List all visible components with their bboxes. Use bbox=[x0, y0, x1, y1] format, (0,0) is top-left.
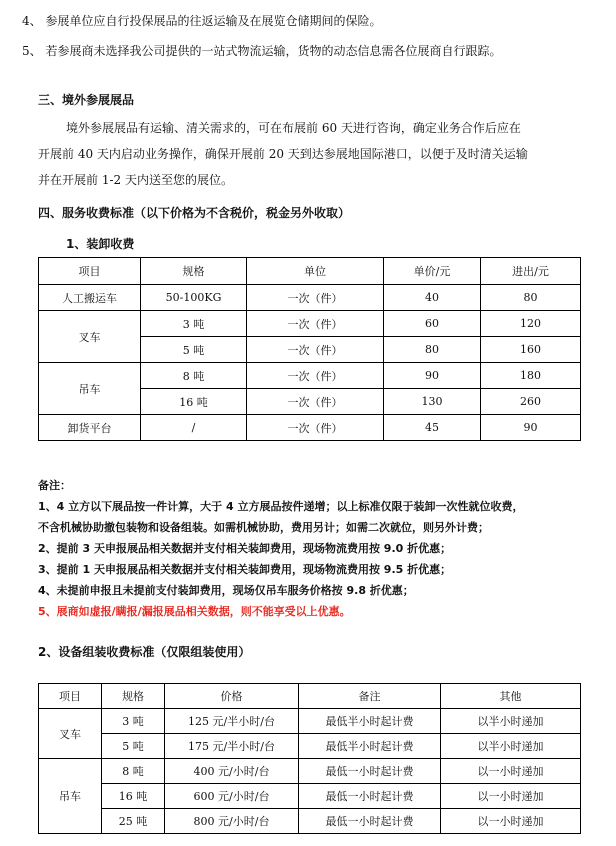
table-row bbox=[39, 415, 581, 441]
other-cell: 以一小时递加 bbox=[441, 759, 581, 784]
table-row bbox=[39, 809, 581, 834]
table-row bbox=[39, 709, 581, 734]
note-line: 不含机械协助撤包装物和设备组装。如需机械协助，费用另计；如需二次就位，则另外计费； bbox=[38, 521, 489, 534]
header-cell: 项目 bbox=[39, 258, 141, 285]
header-cell: 项目 bbox=[39, 684, 102, 709]
note-line: 1、4 立方以下展品按一件计算，大于 4 立方展品按件递增；以上标准仅限于装卸一次性就位收费， bbox=[38, 500, 524, 513]
section-3-title: 三、境外参展展品 bbox=[38, 93, 135, 107]
table-row bbox=[39, 759, 581, 784]
header-cell: 备注 bbox=[299, 684, 441, 709]
inout-cell: 160 bbox=[481, 337, 581, 363]
header-cell: 价格 bbox=[165, 684, 299, 709]
other-cell: 以一小时递加 bbox=[441, 784, 581, 809]
table-row bbox=[39, 311, 581, 337]
inout-cell: 90 bbox=[481, 415, 581, 441]
price-cell: 175 元/半小时/台 bbox=[165, 734, 299, 759]
note-line: 3、提前 1 天申报展品相关数据并支付相关装卸费用，现场物流费用按 9.5 折优惠； bbox=[38, 563, 452, 576]
table-row bbox=[39, 363, 581, 389]
note-line: 4、未提前申报且未提前支付装卸费用，现场仅吊车服务价格按 9.8 折优惠； bbox=[38, 584, 414, 597]
section-3-para-line-2: 开展前 40 天内启动业务操作，确保开展前 20 天到达参展地国际港口，以便于及时清关运输 bbox=[38, 147, 528, 161]
remark-cell: 最低半小时起计费 bbox=[299, 709, 441, 734]
spec-cell: 8 吨 bbox=[141, 363, 247, 389]
header-cell: 单位 bbox=[247, 258, 384, 285]
remark-cell: 最低半小时起计费 bbox=[299, 734, 441, 759]
table-row bbox=[39, 784, 581, 809]
remark-cell: 最低一小时起计费 bbox=[299, 759, 441, 784]
other-cell: 以半小时递加 bbox=[441, 734, 581, 759]
price-cell: 400 元/小时/台 bbox=[165, 759, 299, 784]
note-warning: 5、展商如虚报/瞒报/漏报展品相关数据，则不能享受以上优惠。 bbox=[38, 605, 351, 618]
spec-cell: 16 吨 bbox=[141, 389, 247, 415]
inout-cell: 120 bbox=[481, 311, 581, 337]
unit-cell: 一次（件） bbox=[247, 285, 384, 311]
item-cell: 叉车 bbox=[39, 709, 102, 759]
spec-cell: 50-100KG bbox=[141, 285, 247, 311]
header-cell: 单价/元 bbox=[384, 258, 481, 285]
inout-cell: 180 bbox=[481, 363, 581, 389]
price-cell: 80 bbox=[384, 337, 481, 363]
item-cell: 吊车 bbox=[39, 363, 141, 415]
price-cell: 90 bbox=[384, 363, 481, 389]
spec-cell: 5 吨 bbox=[102, 734, 165, 759]
subsection-loading-fees: 1、装卸收费 bbox=[66, 237, 135, 251]
notes-title: 备注： bbox=[38, 479, 71, 492]
spec-cell: 3 吨 bbox=[102, 709, 165, 734]
unit-cell: 一次（件） bbox=[247, 389, 384, 415]
subsection-assembly-fees: 2、设备组装收费标准（仅限组装使用） bbox=[38, 645, 251, 659]
spec-cell: / bbox=[141, 415, 247, 441]
item-cell: 叉车 bbox=[39, 311, 141, 363]
price-cell: 600 元/小时/台 bbox=[165, 784, 299, 809]
assembly-fee-table bbox=[38, 683, 581, 834]
item-cell: 人工搬运车 bbox=[39, 285, 141, 311]
table-row bbox=[39, 734, 581, 759]
section-3-para-line-3: 并在开展前 1-2 天内送至您的展位。 bbox=[38, 173, 233, 187]
price-cell: 40 bbox=[384, 285, 481, 311]
section-3-para-line-1: 境外参展展品有运输、清关需求的，可在布展前 60 天进行咨询，确定业务合作后应在 bbox=[66, 121, 521, 135]
note-line: 2、提前 3 天申报展品相关数据并支付相关装卸费用，现场物流费用按 9.0 折优惠； bbox=[38, 542, 452, 555]
loading-fee-table bbox=[38, 257, 581, 441]
remark-cell: 最低一小时起计费 bbox=[299, 809, 441, 834]
unit-cell: 一次（件） bbox=[247, 311, 384, 337]
price-cell: 45 bbox=[384, 415, 481, 441]
item-cell: 卸货平台 bbox=[39, 415, 141, 441]
spec-cell: 16 吨 bbox=[102, 784, 165, 809]
header-cell: 规格 bbox=[141, 258, 247, 285]
price-cell: 60 bbox=[384, 311, 481, 337]
spec-cell: 3 吨 bbox=[141, 311, 247, 337]
intro-item-5: 5、 若参展商未选择我公司提供的一站式物流运输，货物的动态信息需各位展商自行跟踪。 bbox=[22, 44, 502, 58]
spec-cell: 5 吨 bbox=[141, 337, 247, 363]
table-row bbox=[39, 285, 581, 311]
remark-cell: 最低一小时起计费 bbox=[299, 784, 441, 809]
table-header-row bbox=[39, 258, 581, 285]
unit-cell: 一次（件） bbox=[247, 337, 384, 363]
inout-cell: 80 bbox=[481, 285, 581, 311]
price-cell: 800 元/小时/台 bbox=[165, 809, 299, 834]
section-4-title: 四、服务收费标准（以下价格为不含税价，税金另外收取） bbox=[38, 206, 351, 220]
spec-cell: 25 吨 bbox=[102, 809, 165, 834]
header-cell: 其他 bbox=[441, 684, 581, 709]
item-cell: 吊车 bbox=[39, 759, 102, 834]
price-cell: 130 bbox=[384, 389, 481, 415]
intro-item-4: 4、 参展单位应自行投保展品的往返运输及在展览仓储期间的保险。 bbox=[22, 14, 382, 28]
other-cell: 以一小时递加 bbox=[441, 809, 581, 834]
price-cell: 125 元/半小时/台 bbox=[165, 709, 299, 734]
other-cell: 以半小时递加 bbox=[441, 709, 581, 734]
header-cell: 规格 bbox=[102, 684, 165, 709]
unit-cell: 一次（件） bbox=[247, 415, 384, 441]
header-cell: 进出/元 bbox=[481, 258, 581, 285]
unit-cell: 一次（件） bbox=[247, 363, 384, 389]
inout-cell: 260 bbox=[481, 389, 581, 415]
table-header-row bbox=[39, 684, 581, 709]
spec-cell: 8 吨 bbox=[102, 759, 165, 784]
